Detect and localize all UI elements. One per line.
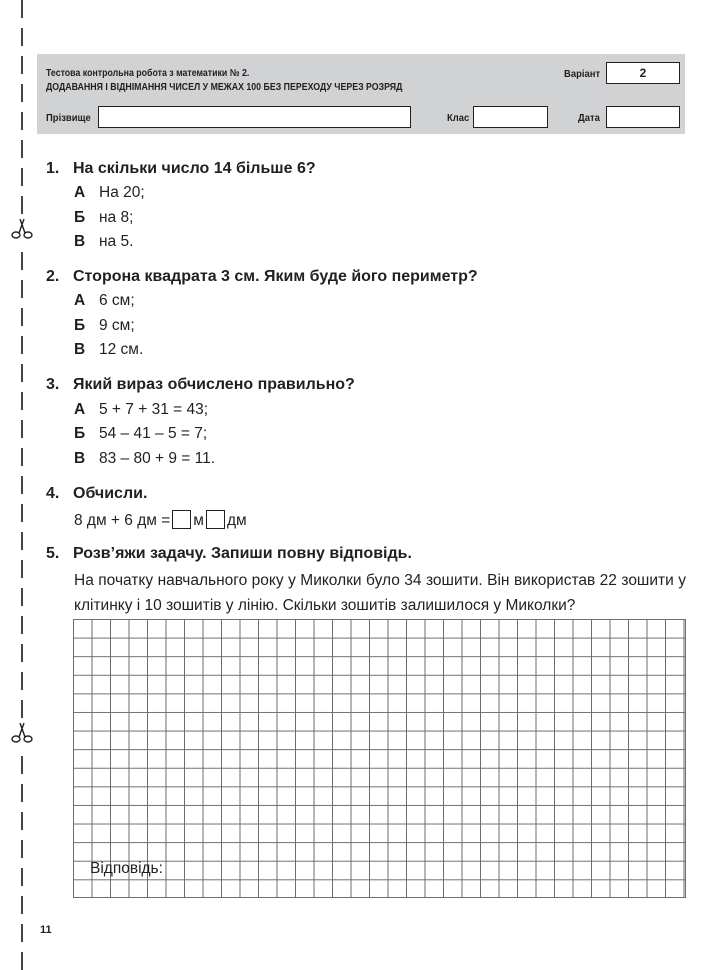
variant-label: Варіант (564, 68, 601, 80)
test-subtitle: ДОДАВАННЯ І ВІДНІМАННЯ ЧИСЕЛ У МЕЖАХ 100 БЕЗ ПЕРЕХОДУ ЧЕРЕЗ РОЗРЯД (46, 82, 403, 93)
test-title: Тестова контрольна робота з математики № 2. (46, 68, 250, 79)
class-field[interactable] (473, 106, 548, 128)
option-3a: А 5 + 7 + 31 = 43; (74, 401, 209, 418)
option-3b: Б 54 – 41 – 5 = 7; (74, 425, 208, 442)
answer-grid[interactable] (73, 619, 686, 898)
option-1c: В на 5. (74, 233, 134, 250)
scissors-icon (8, 720, 36, 750)
class-label: Клас (447, 112, 470, 124)
option-1a: А На 20; (74, 184, 145, 201)
date-field[interactable] (606, 106, 680, 128)
answer-box-dm[interactable] (206, 510, 225, 529)
cut-line (21, 0, 23, 970)
page-number: 11 (40, 924, 52, 936)
surname-field[interactable] (98, 106, 411, 128)
question-2: 2. Сторона квадрата 3 см. Яким буде його периметр? (46, 268, 478, 285)
task-5-text: На початку навчального року у Миколки було 34 зошити. Він використав 22 зошити у клітинку і 10 зошитів у лінію. Скільки зошитів залишилося у Миколки? (74, 572, 686, 614)
test-header (37, 54, 685, 134)
option-3c: В 83 – 80 + 9 = 11. (74, 450, 216, 467)
question-1: 1. На скільки число 14 більше 6? (46, 160, 316, 177)
question-4: 4. Обчисли. (46, 485, 148, 502)
option-2b: Б 9 см; (74, 317, 135, 334)
option-2a: А 6 см; (74, 292, 135, 309)
question-5: 5. Розв’яжи задачу. Запиши повну відповідь. (46, 545, 412, 562)
answer-box-m[interactable] (172, 510, 191, 529)
date-label: Дата (578, 112, 600, 124)
variant-box: 2 (606, 62, 680, 84)
question-3: 3. Який вираз обчислено правильно? (46, 376, 355, 393)
scissors-icon (8, 216, 36, 246)
option-1b: Б на 8; (74, 209, 134, 226)
option-2c: В 12 см. (74, 341, 144, 358)
surname-label: Прізвище (46, 112, 91, 124)
expression-4: 8 дм + 6 дм = м дм (74, 512, 247, 529)
answer-label: Відповідь: (90, 860, 163, 877)
